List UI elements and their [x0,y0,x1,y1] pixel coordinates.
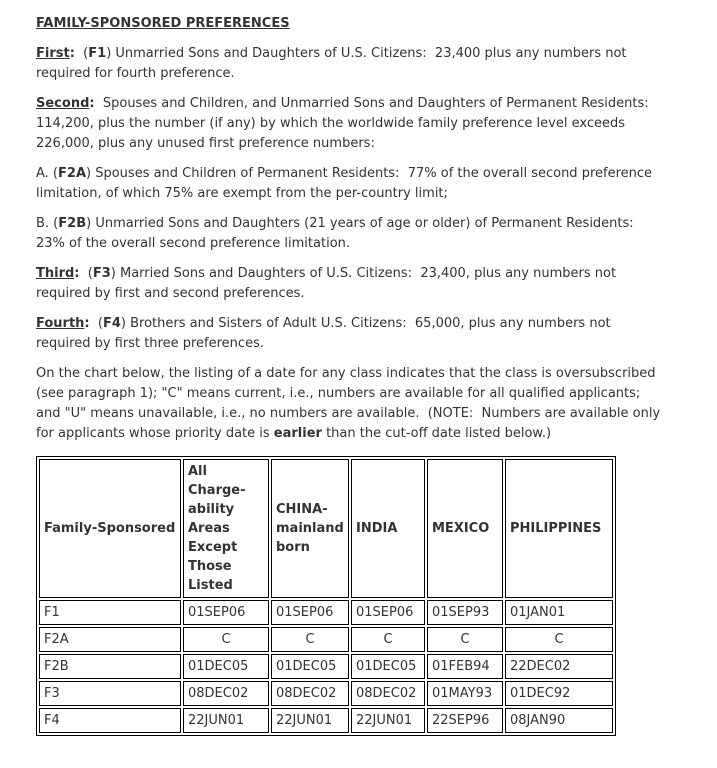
text-segment: Second [36,96,90,111]
chart-note [36,364,665,444]
cutoff-date-cell: 01SEP06 [351,600,425,625]
cutoff-date-cell: 01DEC05 [351,654,425,679]
cutoff-date-cell: 08DEC02 [271,681,349,706]
row-label: F4 [39,708,181,733]
preference-f2a [36,164,661,204]
text-segment: : [89,96,95,111]
text-segment: : [74,266,80,281]
preference-third [36,264,661,304]
table-row [39,600,613,625]
text-segment: F1 [88,46,107,61]
column-header: All Charge-ability Areas Except Those Listed [183,459,269,598]
text-segment: B. ( [36,216,59,231]
cutoff-date-cell: 22SEP96 [427,708,503,733]
column-header: MEXICO [427,459,503,598]
column-header: PHILIPPINES [505,459,613,598]
cutoff-date-cell: 01MAY93 [427,681,503,706]
text-segment: F4 [102,316,121,331]
table-row [39,681,613,706]
row-label: F2A [39,627,181,652]
cutoff-date-cell: 22DEC02 [505,654,613,679]
cutoff-date-cell: 01DEC05 [271,654,349,679]
row-label: F3 [39,681,181,706]
text-segment: First [36,46,70,61]
row-label: F1 [39,600,181,625]
cutoff-date-cell: C [271,627,349,652]
cutoff-date-cell: 22JUN01 [351,708,425,733]
cutoff-date-cell: C [351,627,425,652]
family-sponsored-cutoff-table [36,456,616,736]
cutoff-date-cell: C [505,627,613,652]
text-segment: F2A [58,166,87,181]
page-title: FAMILY-SPONSORED PREFERENCES [36,16,290,31]
cutoff-date-cell: 01DEC05 [183,654,269,679]
cutoff-date-cell: 01SEP93 [427,600,503,625]
table-body [39,600,613,733]
text-segment: ) Unmarried Sons and Daughters (21 years of age or older) of Permanent Residents: 23% of the overall second preference limitation. [36,216,642,251]
text-segment: ) Spouses and Children of Permanent Residents: 77% of the overall second preference limitation, of which 75% are exempt from the per-country limit; [36,166,657,201]
text-segment: A. ( [36,166,59,181]
preference-second [36,94,661,154]
text-segment: : [69,46,75,61]
preference-f2b [36,214,661,254]
text-segment: ) Brothers and Sisters of Adult U.S. Citizens: 65,000, plus any numbers not required by first three preferences. [36,316,615,351]
cutoff-date-cell: C [427,627,503,652]
cutoff-date-cell: 01FEB94 [427,654,503,679]
cutoff-date-cell: 01SEP06 [183,600,269,625]
text-segment: earlier [273,426,322,441]
text-segment: Spouses and Children, and Unmarried Sons and Daughters of Permanent Residents: 114,200, plus the number (if any) by which the worldwide family preference level exceeds 226,000, plus any unused first preference numbers: [36,96,657,151]
table-row [39,708,613,733]
column-header: CHINA-mainland born [271,459,349,598]
text-segment: F2B [58,216,87,231]
cutoff-date-cell: 08DEC02 [351,681,425,706]
cutoff-date-cell: 22JUN01 [183,708,269,733]
text-segment: Third [36,266,75,281]
column-header: INDIA [351,459,425,598]
table-row [39,654,613,679]
cutoff-date-cell: 08DEC02 [183,681,269,706]
cutoff-date-cell: 22JUN01 [271,708,349,733]
text-segment: ) Married Sons and Daughters of U.S. Citizens: 23,400, plus any numbers not required by first and second preferences. [36,266,621,301]
table-header-row [39,459,613,598]
text-segment: On the chart below, the listing of a date for any class indicates that the class is oversubscribed (see paragraph 1); "C" means current, i.e., numbers are available for all qualified applicants; and "U" means unavailable, i.e., no numbers are available. (NOTE: Numbers are available only for applicants whose priority date is [36,366,665,441]
text-segment: ( [74,46,89,61]
cutoff-date-cell: 01JAN01 [505,600,613,625]
text-segment: than the cut-off date listed below.) [321,426,552,441]
preference-paragraphs [36,44,665,444]
table-row [39,627,613,652]
cutoff-date-cell: 01DEC92 [505,681,613,706]
preference-first [36,44,661,84]
text-segment: ( [79,266,93,281]
preference-fourth [36,314,661,354]
text-segment: ( [89,316,103,331]
text-segment: : [84,316,90,331]
text-segment: F3 [92,266,111,281]
cutoff-date-cell: 01SEP06 [271,600,349,625]
column-header: Family-Sponsored [39,459,181,598]
row-label: F2B [39,654,181,679]
cutoff-date-cell: 08JAN90 [505,708,613,733]
text-segment: ) Unmarried Sons and Daughters of U.S. Citizens: 23,400 plus any numbers not required for fourth preference. [36,46,631,81]
text-segment: Fourth [36,316,85,331]
cutoff-date-cell: C [183,627,269,652]
